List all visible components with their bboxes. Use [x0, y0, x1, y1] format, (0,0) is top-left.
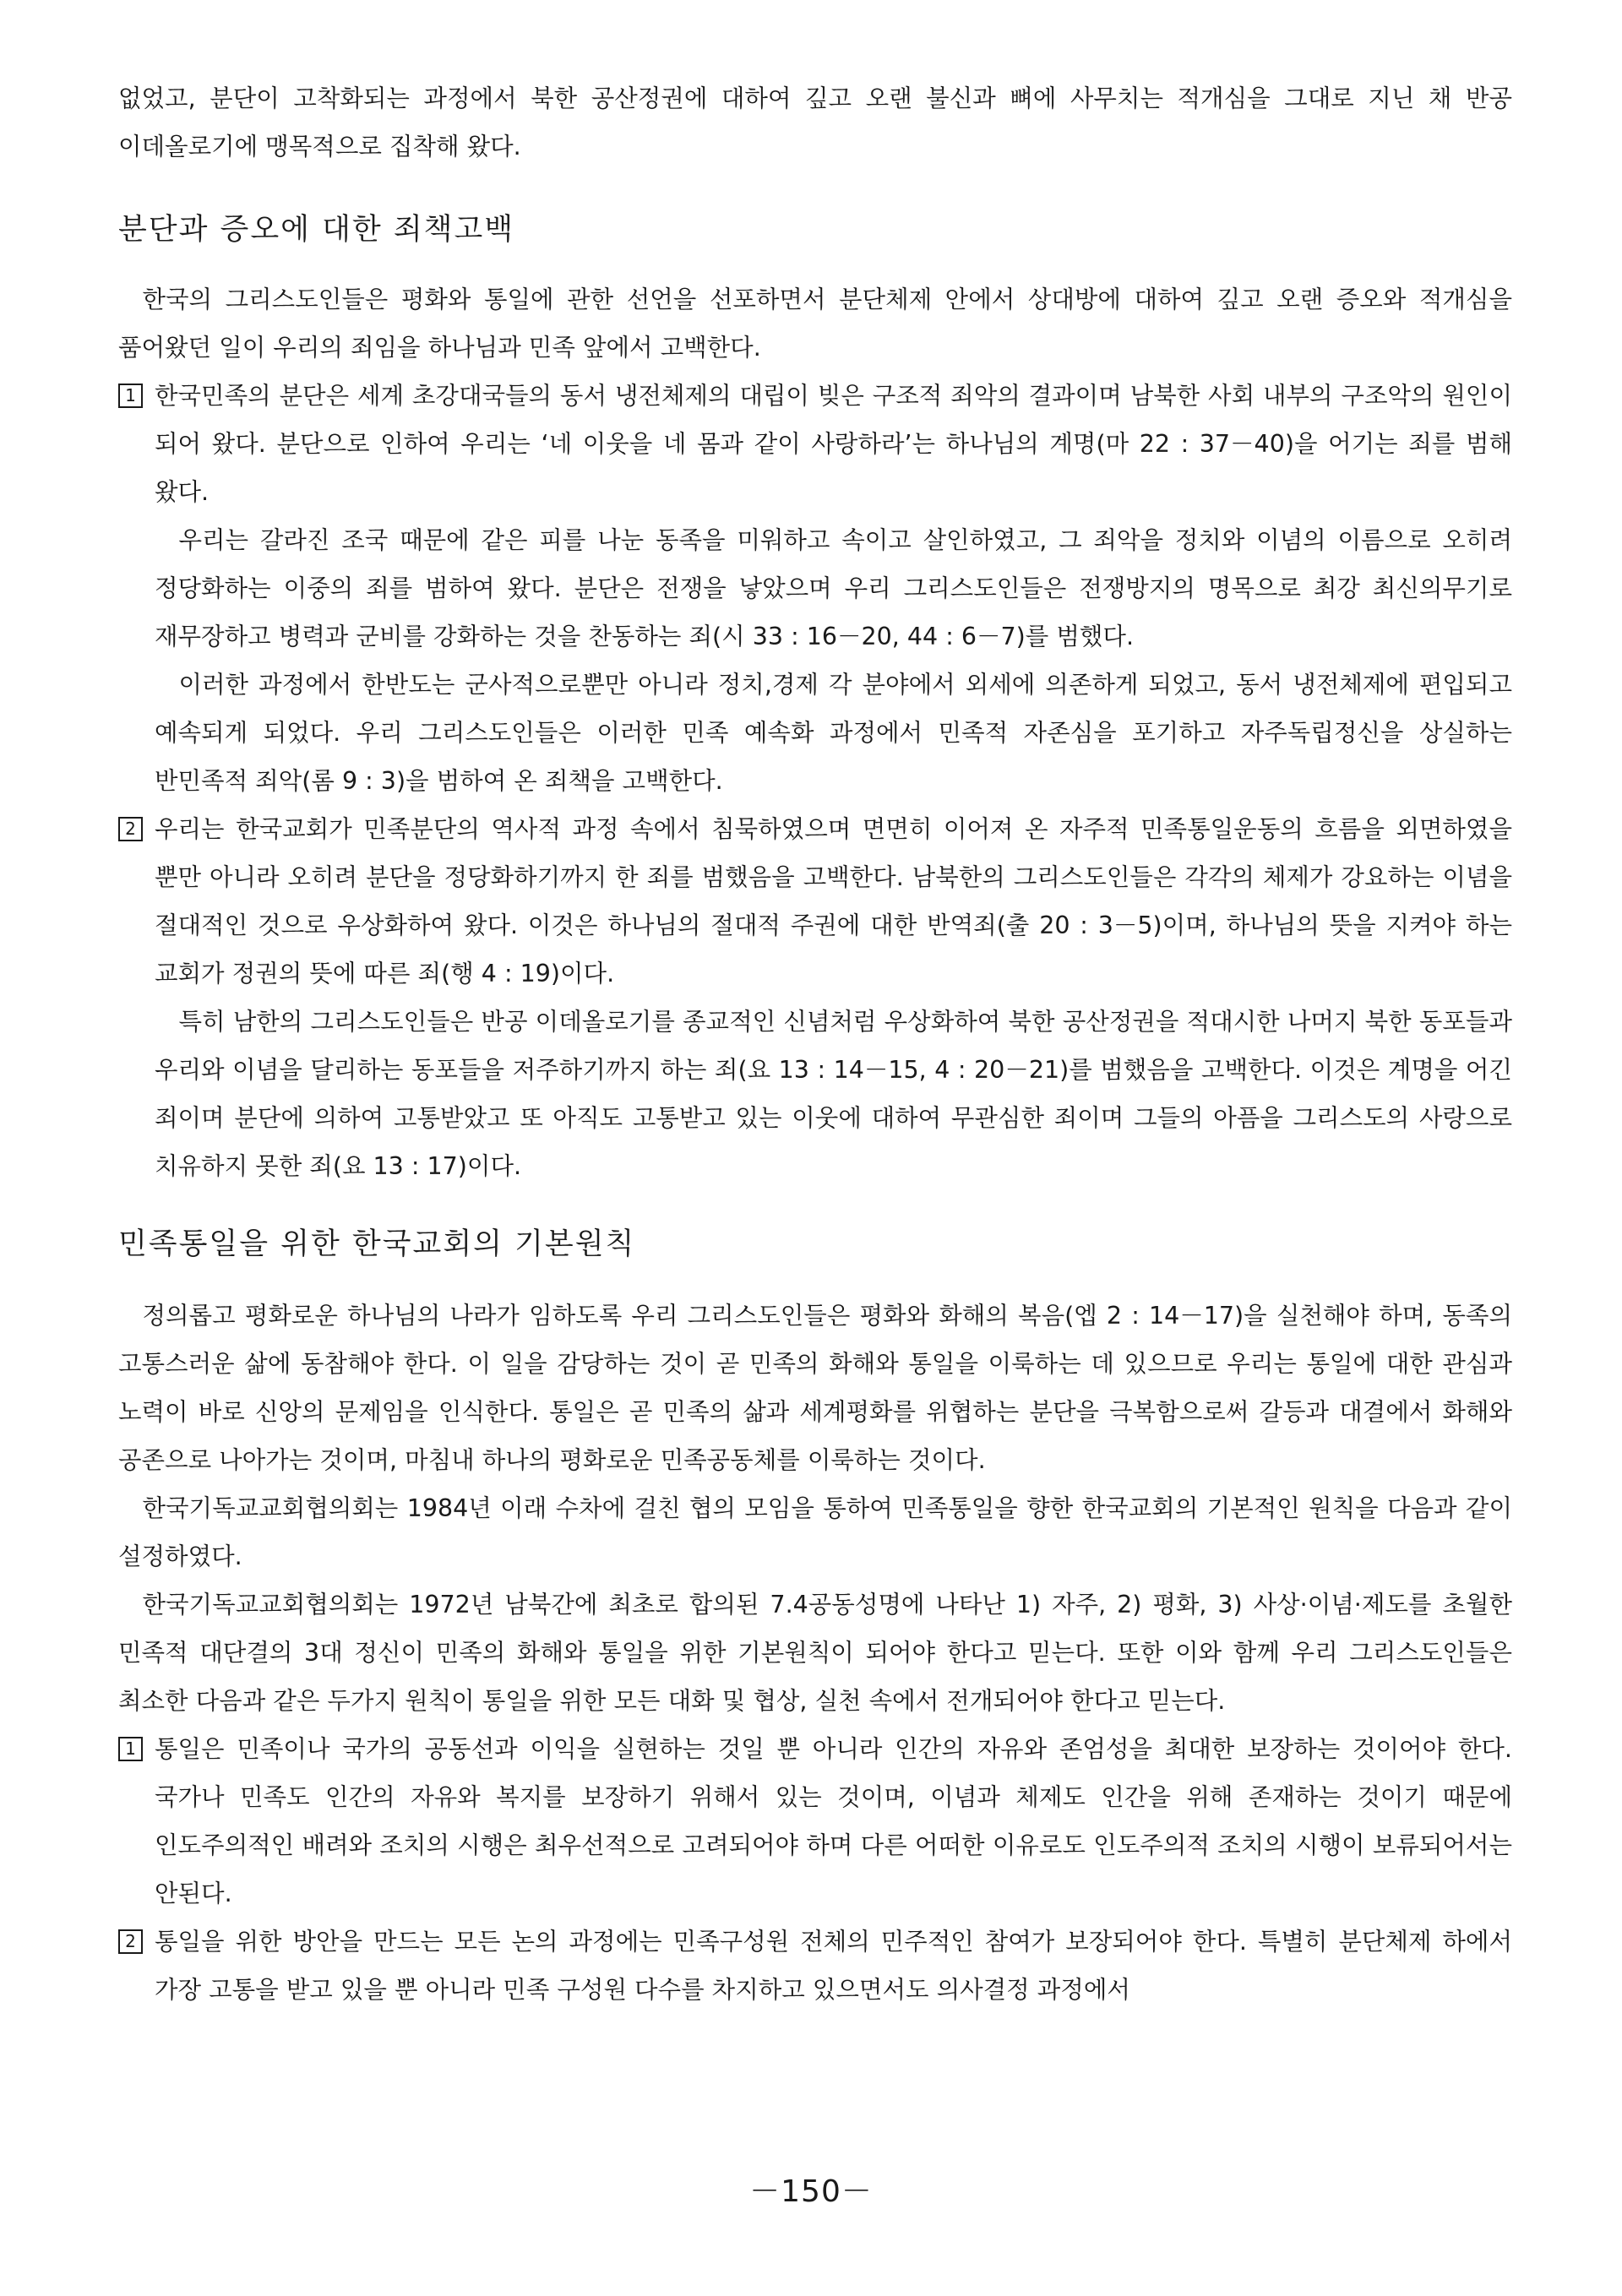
item-paragraph: 우리는 갈라진 조국 때문에 같은 피를 나눈 동족을 미워하고 속이고 살인하였고, 그 죄악을 정치와 이념의 이름으로 오히려 정당화하는 이중의 죄를 범하여 왔다. 분단은 전쟁을 낳았으며 우리 그리스도인들은 전쟁방지의 명목으로 최강 최신의무기로 재무장하고 병력과 군비를 강화하는 것을 찬동하는 죄(시 33 : 16－20, 44 : 6－7)를 범했다.	[155, 526, 1512, 650]
section-lead-paragraph: 한국의 그리스도인들은 평화와 통일에 관한 선언을 선포하면서 분단체제 안에서 상대방에 대하여 깊고 오랜 증오와 적개심을 품어왔던 일이 우리의 죄임을 하나님과 민족 앞에서 고백한다.	[118, 286, 1512, 362]
section-paragraph: 한국기독교교회협의회는 1984년 이래 수차에 걸친 협의 모임을 통하여 민족통일을 향한 한국교회의 기본적인 원칙을 다음과 같이 설정하였다.	[118, 1494, 1512, 1570]
page-number: －150－	[749, 2174, 873, 2209]
item-paragraph: 특히 남한의 그리스도인들은 반공 이데올로기를 종교적인 신념처럼 우상화하여 북한 공산정권을 적대시한 나머지 북한 동포들과 우리와 이념을 달리하는 동포들을 저주하기까지 하는 죄(요 13 : 14－15, 4 : 20－21)를 범했음을 고백한다. 이것은 계명을 어긴 죄이며 분단에 의하여 고통받았고 또 아직도 고통받고 있는 이웃에 대하여 무관심한 죄이며 그들의 아픔을 그리스도의 사랑으로 치유하지 못한 죄(요 13 : 17)이다.	[155, 1008, 1512, 1180]
document-page	[118, 74, 1512, 2014]
section-heading-confession: 분단과 증오에 대한 죄책고백	[118, 213, 515, 247]
item-paragraph: 통일은 민족이나 국가의 공동선과 이익을 실현하는 것일 뿐 아니라 인간의 자유와 존엄성을 최대한 보장하는 것이어야 한다. 국가나 민족도 인간의 자유와 복지를 보장하기 위해서 있는 것이며, 이념과 체제도 인간을 위해 존재하는 것이기 때문에 인도주의적인 배려와 조치의 시행은 최우선적으로 고려되어야 하며 다른 어떠한 이유로도 인도주의적 조치의 시행이 보류되어서는 안된다.	[155, 1735, 1512, 1907]
numbered-item	[118, 1725, 1512, 1918]
item-paragraph: 이러한 과정에서 한반도는 군사적으로뿐만 아니라 정치,경제 각 분야에서 외세에 의존하게 되었고, 동서 냉전체제에 편입되고 예속되게 되었다. 우리 그리스도인들은 이러한 민족 예속화 과정에서 민족적 자존심을 포기하고 자주독립정신을 상실하는 반민족적 죄악(롬 9 : 3)을 범하여 온 죄책을 고백한다.	[155, 671, 1512, 795]
item-number-box: 2	[118, 1929, 143, 1954]
item-number-box: 2	[118, 817, 143, 841]
item-number-box: 1	[118, 384, 143, 408]
item-body	[155, 805, 1512, 1190]
item-body	[155, 372, 1512, 805]
section-heading-principles: 민족통일을 위한 한국교회의 기본원칙	[118, 1227, 636, 1261]
item-number-box: 1	[118, 1737, 143, 1761]
item-body	[155, 1725, 1512, 1918]
numbered-item	[118, 372, 1512, 805]
numbered-item	[118, 805, 1512, 1190]
item-paragraph: 우리는 한국교회가 민족분단의 역사적 과정 속에서 침묵하였으며 면면히 이어져 온 자주적 민족통일운동의 흐름을 외면하였을 뿐만 아니라 오히려 분단을 정당화하기까지 한 죄를 범했음을 고백한다. 남북한의 그리스도인들은 각각의 체제가 강요하는 이념을 절대적인 것으로 우상화하여 왔다. 이것은 하나님의 절대적 주권에 대한 반역죄(출 20 : 3－5)이며, 하나님의 뜻을 지켜야 하는 교회가 정권의 뜻에 따른 죄(행 4 : 19)이다.	[155, 815, 1512, 987]
continuation-paragraph: 없었고, 분단이 고착화되는 과정에서 북한 공산정권에 대하여 깊고 오랜 불신과 뼈에 사무치는 적개심을 그대로 지닌 채 반공 이데올로기에 맹목적으로 집착해 왔다.	[118, 84, 1512, 161]
item-paragraph: 한국민족의 분단은 세계 초강대국들의 동서 냉전체제의 대립이 빚은 구조적 죄악의 결과이며 남북한 사회 내부의 구조악의 원인이 되어 왔다. 분단으로 인하여 우리는 ‘네 이웃을 네 몸과 같이 사랑하라’는 하나님의 계명(마 22 : 37－40)을 어기는 죄를 범해 왔다.	[155, 382, 1512, 506]
item-body	[155, 1918, 1512, 2014]
item-paragraph: 통일을 위한 방안을 만드는 모든 논의 과정에는 민족구성원 전체의 민주적인 참여가 보장되어야 한다. 특별히 분단체제 하에서 가장 고통을 받고 있을 뿐 아니라 민족 구성원 다수를 차지하고 있으면서도 의사결정 과정에서	[155, 1928, 1512, 2004]
numbered-item	[118, 1918, 1512, 2014]
section-paragraph: 정의롭고 평화로운 하나님의 나라가 임하도록 우리 그리스도인들은 평화와 화해의 복음(엡 2 : 14－17)을 실천해야 하며, 동족의 고통스러운 삶에 동참해야 한다. 이 일을 감당하는 것이 곧 민족의 화해와 통일을 이룩하는 데 있으므로 우리는 통일에 대한 관심과 노력이 바로 신앙의 문제임을 인식한다. 통일은 곧 민족의 삶과 세계평화를 위협하는 분단을 극복함으로써 갈등과 대결에서 화해와 공존으로 나아가는 것이며, 마침내 하나의 평화로운 민족공동체를 이룩하는 것이다.	[118, 1302, 1512, 1474]
section-paragraph: 한국기독교교회협의회는 1972년 남북간에 최초로 합의된 7.4공동성명에 나타난 1) 자주, 2) 평화, 3) 사상·이념·제도를 초월한 민족적 대단결의 3대 정신이 민족의 화해와 통일을 위한 기본원칙이 되어야 한다고 믿는다. 또한 이와 함께 우리 그리스도인들은 최소한 다음과 같은 두가지 원칙이 통일을 위한 모든 대화 및 협상, 실천 속에서 전개되어야 한다고 믿는다.	[118, 1591, 1512, 1715]
